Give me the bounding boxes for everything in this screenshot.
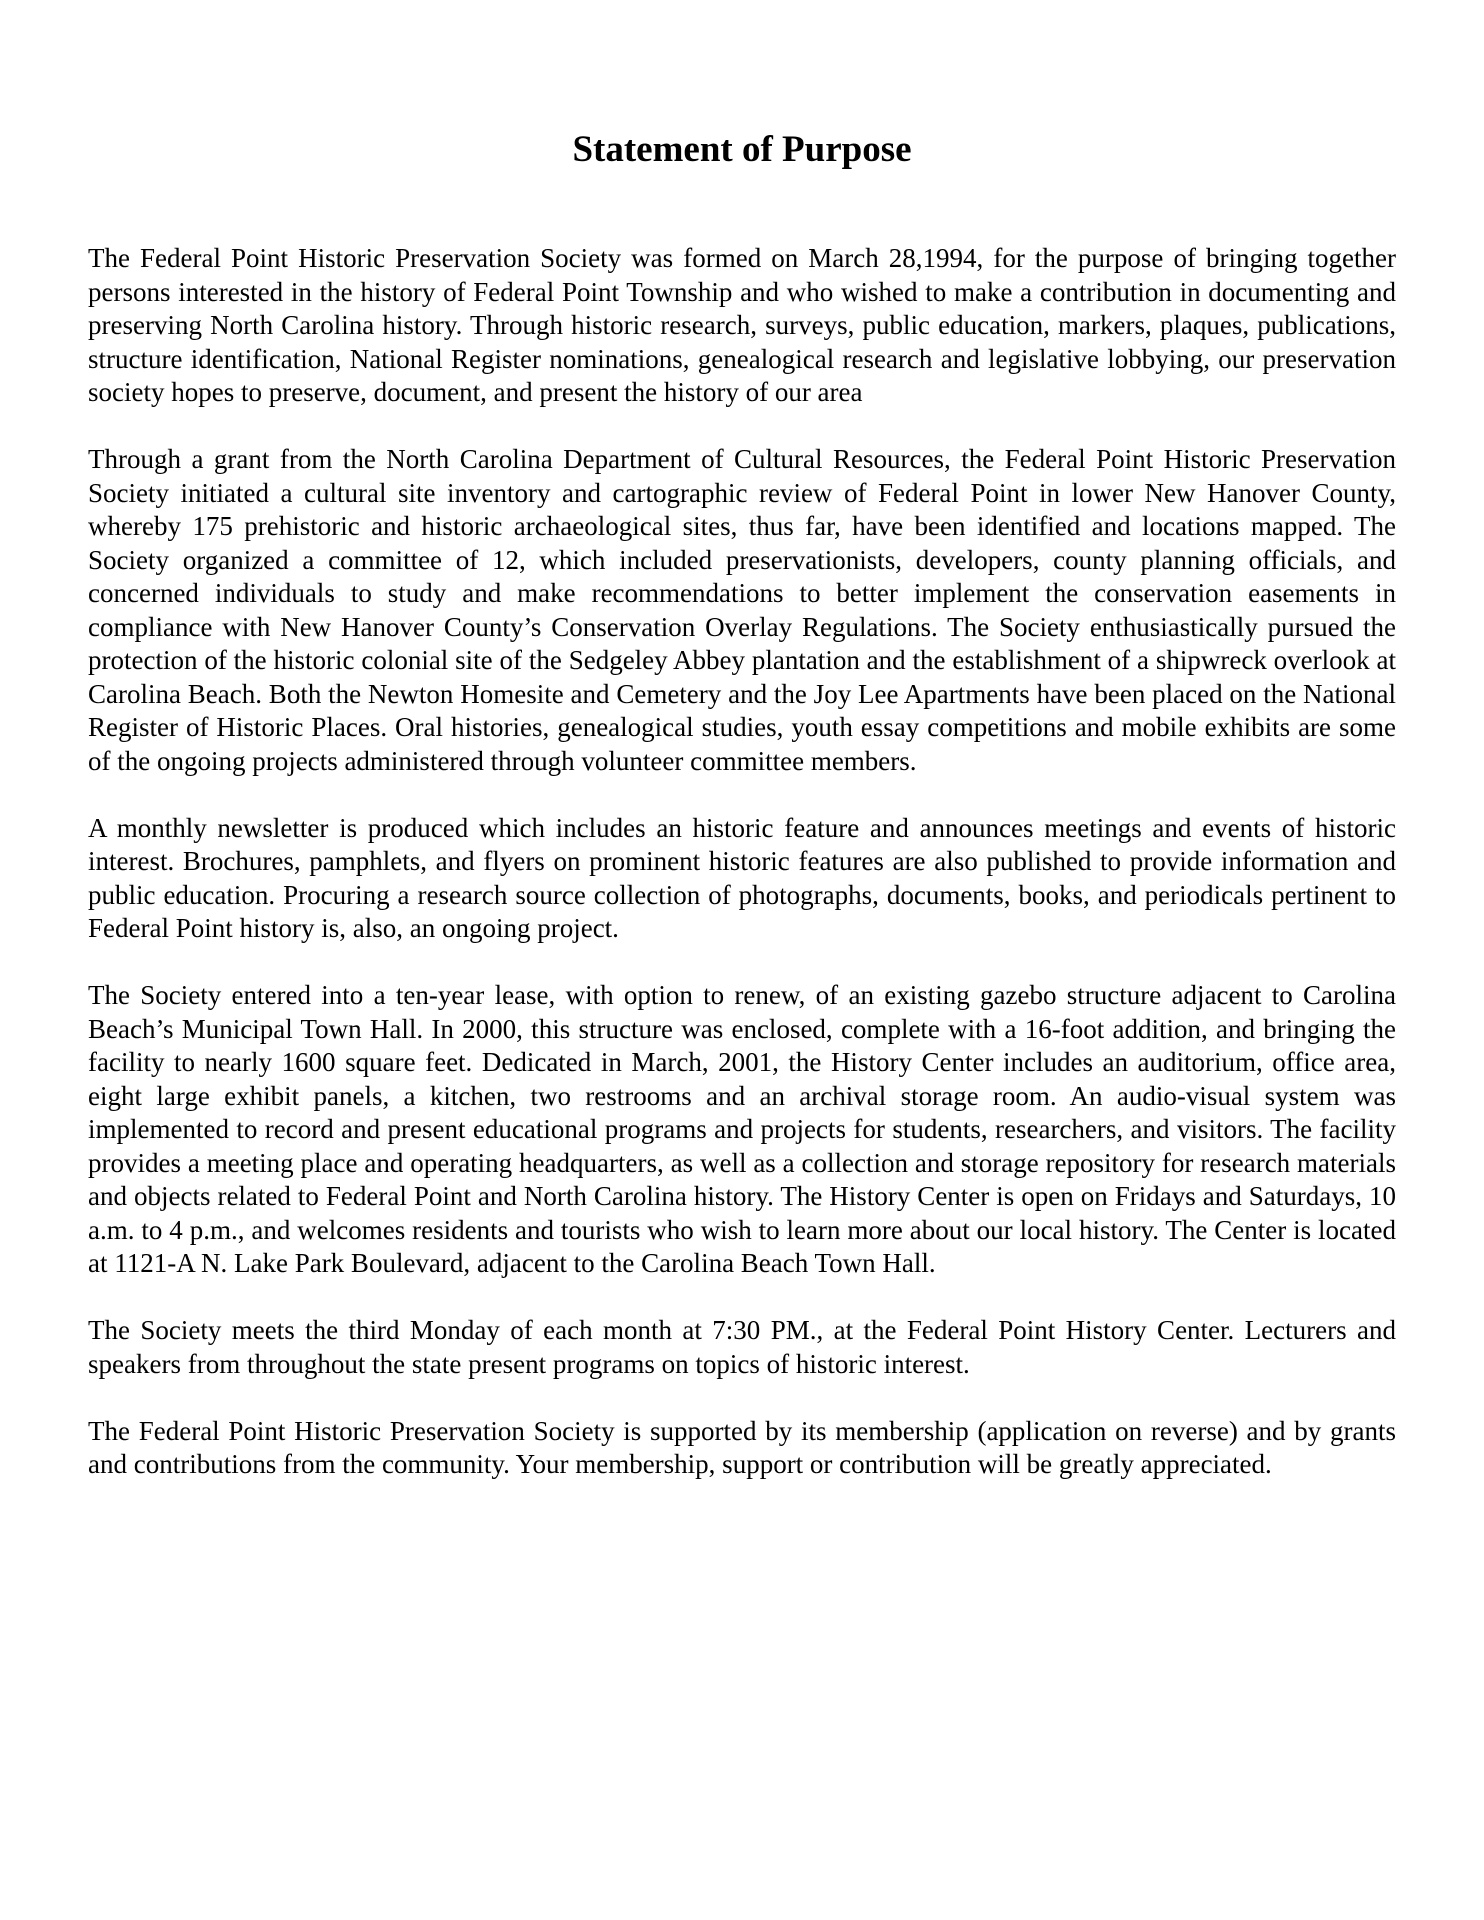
paragraph-membership: The Federal Point Historic Preservation Society is supported by its membership (application on reverse) and by grants and contributions from the community. Your membership, support or contribution will be greatly appreciated. bbox=[88, 1415, 1396, 1479]
paragraph-newsletter: A monthly newsletter is produced which includes an historic feature and announces meetings and events of historic interest. Brochures, pamphlets, and flyers on prominent historic features are also published to provide information and public education. Procuring a research source collection of photographs, documents, books, and periodicals pertinent to Federal Point history is, also, an ongoing project. bbox=[88, 812, 1396, 943]
page-title: Statement of Purpose bbox=[572, 129, 912, 170]
paragraph-founding: The Federal Point Historic Preservation Society was formed on March 28,1994, for the purpose of bringing together persons interested in the history of Federal Point Township and who wished to make a contribution in documenting and preserving North Carolina history. Through historic research, surveys, public education, markers, plaques, publications, structure identification, National Register nominations, genealogical research and legislative lobbying, our preservation society hopes to preserve, document, and present the history of our area bbox=[88, 243, 1396, 407]
paragraph-history-center: The Society entered into a ten-year lease, with option to renew, of an existing gazebo structure adjacent to Carolina Beach’s Municipal Town Hall. In 2000, this structure was enclosed, complete with a 16-foot addition, and bringing the facility to nearly 1600 square feet. Dedicated in March, 2001, the History Center includes an auditorium, office area, eight large exhibit panels, a kitchen, two restrooms and an archival storage room. An audio-visual system was implemented to record and present educational programs and projects for students, researchers, and visitors. The facility provides a meeting place and operating headquarters, as well as a collection and storage repository for research materials and objects related to Federal Point and North Carolina history. The History Center is open on Fridays and Saturdays, 10 a.m. to 4 p.m., and welcomes residents and tourists who wish to learn more about our local history. The Center is located at 1121-A N. Lake Park Boulevard, adjacent to the Carolina Beach Town Hall. bbox=[88, 980, 1396, 1278]
paragraph-meetings: The Society meets the third Monday of each month at 7:30 PM., at the Federal Point History Center. Lecturers and speakers from throughout the state present programs on topics of historic interest. bbox=[88, 1315, 1396, 1379]
paragraph-grant: Through a grant from the North Carolina Department of Cultural Resources, the Federal Point Historic Preservation Society initiated a cultural site inventory and cartographic review of Federal Point in lower New Hanover County, whereby 175 prehistoric and historic archaeological sites, thus far, have been identified and locations mapped. The Society organized a committee of 12, which included preservationists, developers, county planning officials, and concerned individuals to study and make recommendations to better implement the conservation easements in compliance with New Hanover County’s Conservation Overlay Regulations. The Society enthusiastically pursued the protection of the historic colonial site of the Sedgeley Abbey plantation and the establishment of a shipwreck overlook at Carolina Beach. Both the Newton Homesite and Cemetery and the Joy Lee Apartments have been placed on the National Register of Historic Places. Oral histories, genealogical studies, youth essay competitions and mobile exhibits are some of the ongoing projects administered through volunteer committee members. bbox=[88, 444, 1396, 776]
body-text bbox=[88, 242, 1396, 1515]
